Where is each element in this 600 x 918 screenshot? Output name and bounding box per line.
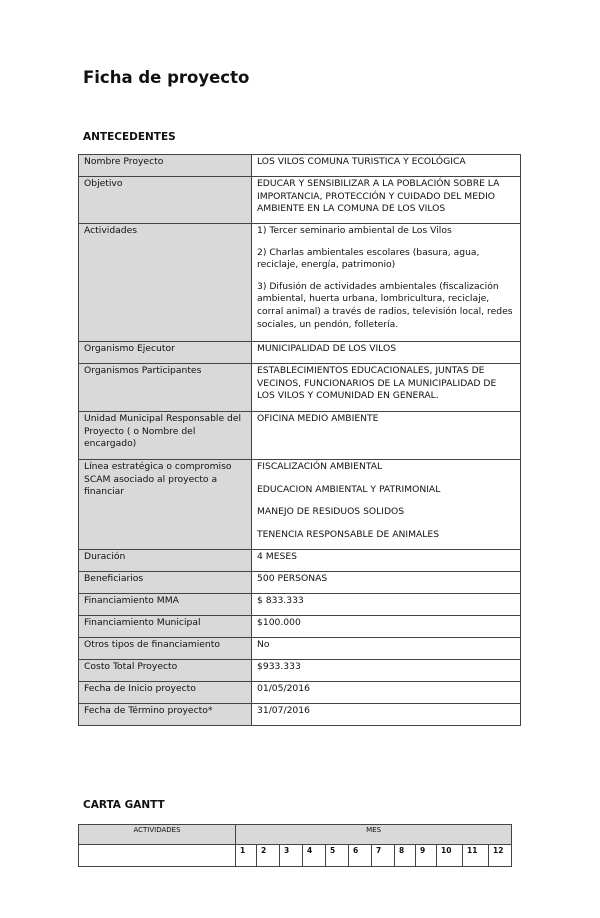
table-row: [79, 550, 521, 572]
row-value: $ 833.333: [252, 594, 521, 616]
row-label: Beneficiarios: [79, 572, 252, 594]
gantt-header-row: [79, 825, 512, 845]
gantt-month-header: MES: [236, 825, 512, 845]
row-label: Duración: [79, 550, 252, 572]
row-label: Fecha de Término proyecto*: [79, 704, 252, 726]
strategy-item: EDUCACION AMBIENTAL Y PATRIMONIAL: [257, 483, 441, 495]
table-row: [79, 364, 521, 412]
gantt-month-cell: 10: [437, 845, 463, 867]
row-label: Organismos Participantes: [79, 364, 252, 412]
gantt-activities-header: ACTIVIDADES: [79, 825, 236, 845]
row-label: Objetivo: [79, 177, 252, 224]
row-label: Fecha de Inicio proyecto: [79, 682, 252, 704]
row-value: No: [252, 638, 521, 660]
project-info-table: [78, 154, 521, 726]
gantt-month-cell: 3: [280, 845, 303, 867]
row-label: Organismo Ejecutor: [79, 342, 252, 364]
table-row: [79, 155, 521, 177]
row-label: Unidad Municipal Responsable del Proyecto ( o Nombre del encargado): [79, 412, 252, 460]
activity-item: 3) Difusión de actividades ambientales (fiscalización ambiental, huerta urbana, lombricultura, reciclaje, corral animal) a través de radios, televisión local, redes sociales, un pendón, folletería.: [257, 280, 513, 330]
row-label: Costo Total Proyecto: [79, 660, 252, 682]
section-heading-antecedentes: ANTECEDENTES: [83, 131, 176, 143]
row-value: ESTABLECIMIENTOS EDUCACIONALES, JUNTAS DE VECINOS, FUNCIONARIOS DE LA MUNICIPALIDAD DE LOS VILOS Y COMUNIDAD EN GENERAL.: [252, 364, 521, 412]
table-row: [79, 224, 521, 342]
gantt-month-cell: 5: [326, 845, 349, 867]
row-label: Otros tipos de financiamiento: [79, 638, 252, 660]
table-row: [79, 412, 521, 460]
row-value: $933.333: [252, 660, 521, 682]
strategy-item: TENENCIA RESPONSABLE DE ANIMALES: [257, 528, 440, 540]
table-row: [79, 460, 521, 550]
row-label: Actividades: [79, 224, 252, 342]
table-row: [79, 342, 521, 364]
gantt-month-cell: 1: [236, 845, 257, 867]
gantt-month-row: [79, 845, 512, 867]
activity-item: 2) Charlas ambientales escolares (basura, agua, reciclaje, energía, patrimonio): [257, 246, 480, 271]
table-row: [79, 177, 521, 224]
table-row: [79, 704, 521, 726]
table-row: [79, 682, 521, 704]
row-value: LOS VILOS COMUNA TURISTICA Y ECOLÓGICA: [252, 155, 521, 177]
row-value-list: [252, 224, 521, 342]
gantt-month-cell: 12: [489, 845, 512, 867]
gantt-month-cell: 6: [349, 845, 372, 867]
row-label: Financiamiento Municipal: [79, 616, 252, 638]
row-value: 01/05/2016: [252, 682, 521, 704]
gantt-table: [78, 824, 512, 867]
row-value-list: [252, 460, 521, 550]
table-row: [79, 660, 521, 682]
table-row: [79, 594, 521, 616]
row-label: Línea estratégica o compromiso SCAM asociado al proyecto a financiar: [79, 460, 252, 550]
table-row: [79, 638, 521, 660]
gantt-month-cell: 9: [416, 845, 437, 867]
activity-item: 1) Tercer seminario ambiental de Los Vilos: [257, 225, 452, 236]
gantt-month-cell: 2: [257, 845, 280, 867]
gantt-month-cell: 4: [303, 845, 326, 867]
page-title: Ficha de proyecto: [83, 68, 250, 87]
gantt-activity-cell: [79, 845, 236, 867]
section-heading-gantt: CARTA GANTT: [83, 799, 165, 811]
row-label: Nombre Proyecto: [79, 155, 252, 177]
table-row: [79, 616, 521, 638]
row-value: 500 PERSONAS: [252, 572, 521, 594]
row-value: EDUCAR Y SENSIBILIZAR A LA POBLACIÓN SOBRE LA IMPORTANCIA, PROTECCIÓN Y CUIDADO DEL MEDIO AMBIENTE EN LA COMUNA DE LOS VILOS: [252, 177, 521, 224]
row-label: Financiamiento MMA: [79, 594, 252, 616]
row-value: 31/07/2016: [252, 704, 521, 726]
row-value: 4 MESES: [252, 550, 521, 572]
row-value: OFICINA MEDIO AMBIENTE: [252, 412, 521, 460]
table-row: [79, 572, 521, 594]
strategy-item: MANEJO DE RESIDUOS SOLIDOS: [257, 506, 405, 518]
gantt-month-cell: 8: [395, 845, 416, 867]
gantt-month-cell: 11: [463, 845, 489, 867]
row-value: MUNICIPALIDAD DE LOS VILOS: [252, 342, 521, 364]
strategy-item: FISCALIZACIÓN AMBIENTAL: [257, 461, 383, 472]
gantt-month-cell: 7: [372, 845, 395, 867]
row-value: $100.000: [252, 616, 521, 638]
